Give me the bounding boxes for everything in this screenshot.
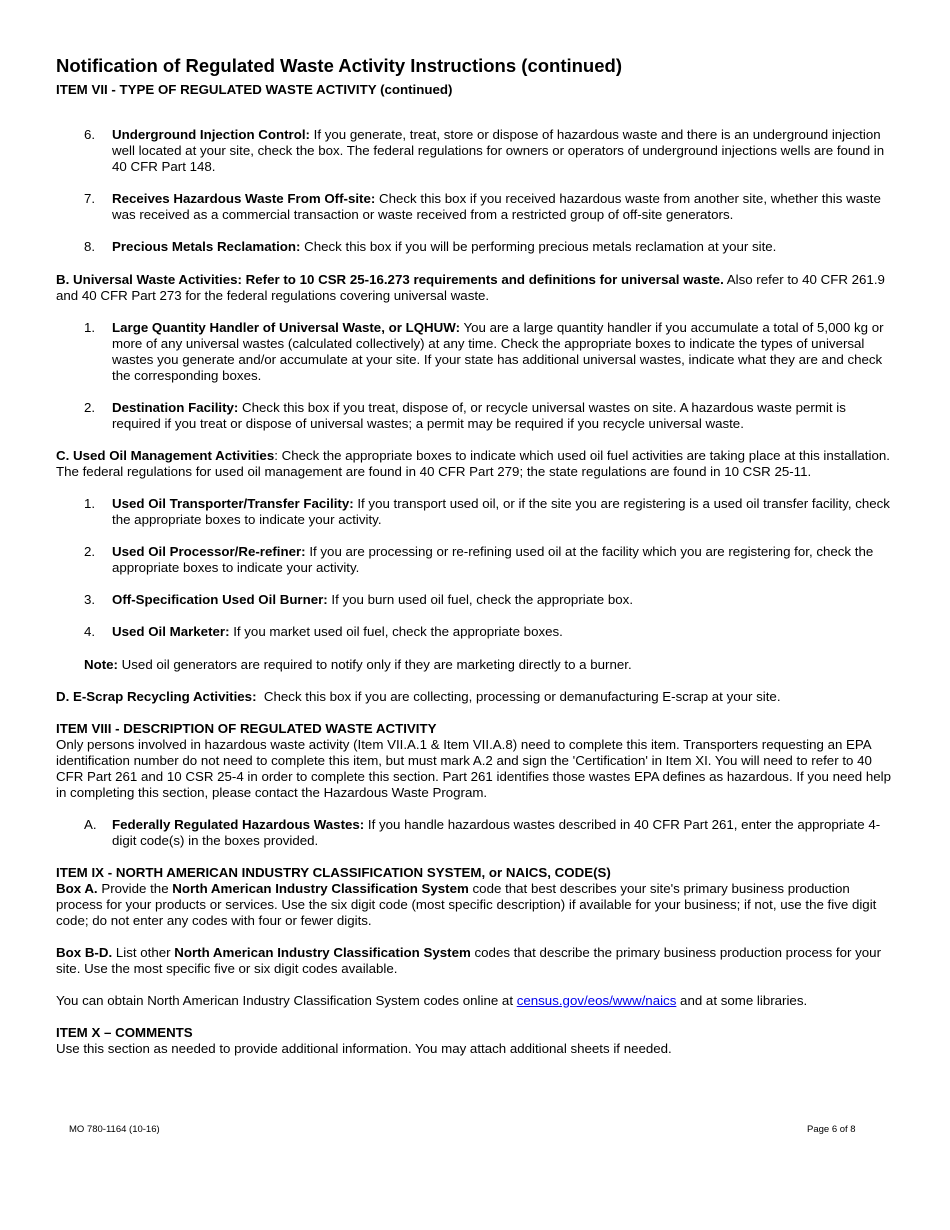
item8-heading-text: ITEM VIII - DESCRIPTION OF REGULATED WASTE ACTIVITY: [56, 721, 437, 736]
item-text: If you are processing or re-refining used oil at the facility which you are registering for, check the appropriate boxes to indicate your activity.: [112, 544, 874, 575]
section-c-heading: C. Used Oil Management Activities: [56, 448, 275, 463]
item-text: If you handle hazardous wastes described in 40 CFR Part 261, enter the appropriate 4-digit code(s) in the boxes provided.: [112, 817, 881, 848]
list-item: [56, 239, 896, 255]
item7-heading: ITEM VII - TYPE OF REGULATED WASTE ACTIVITY (continued): [56, 82, 453, 97]
item-term: Off-Specification Used Oil Burner:: [112, 592, 328, 607]
list-item: [56, 496, 896, 528]
item-number: 1.: [84, 320, 96, 335]
item9-box-bd: [56, 945, 896, 977]
list-item: [56, 817, 896, 849]
section-b-list: [56, 320, 896, 432]
item-text: You are a large quantity handler if you accumulate a total of 5,000 kg or more of any universal wastes (calculated collectively) at any time. Check the appropriate boxes to indicate the types of universal wastes you generate and/or accumulate at your site. If your state has additional universal wastes, indicate what they are and check the corresponding boxes.: [112, 320, 884, 383]
note-text: Used oil generators are required to notify only if they are marketing directly to a burner.: [117, 657, 632, 672]
item-number: 6.: [84, 127, 96, 142]
list-item: [56, 592, 896, 608]
section-a-list: [56, 127, 896, 255]
section-d-heading: D. E-Scrap Recycling Activities:: [56, 689, 257, 704]
box-bd-text-2: codes that describe the primary business production process for your site. Use the most specific five or six digit codes available.: [56, 945, 882, 976]
item9-heading: [56, 865, 896, 881]
item-number: 3.: [84, 592, 96, 607]
obtain-text-2: and at some libraries.: [676, 993, 808, 1008]
list-item: [56, 320, 896, 384]
item-text: If you burn used oil fuel, check the appropriate box.: [327, 592, 634, 607]
list-item: [56, 624, 896, 640]
naics-link[interactable]: census.gov/eos/www/naics: [516, 993, 677, 1008]
item8-list: [56, 817, 896, 849]
note-label: Note:: [84, 657, 118, 672]
item-text: Check this box if you received hazardous waste from another site, whether this waste was received as a commercial transaction or waste received from a restricted group of off-site generators.: [112, 191, 881, 222]
item-text: Check this box if you will be performing precious metals reclamation at your site.: [300, 239, 777, 254]
naics-term: North American Industry Classification System: [172, 881, 469, 896]
item-term: Receives Hazardous Waste From Off-site:: [112, 191, 376, 206]
list-item: [56, 400, 896, 432]
section-d: [56, 689, 896, 705]
item9-obtain: [56, 993, 896, 1009]
box-a-text-2: code that best describes your site's primary business production process for your products or services. Use the six digit code (most specific description) if available for your business; if not, use the five digit code; do not enter any codes with four or fewer digits.: [56, 881, 877, 928]
item-number: 1.: [84, 496, 96, 511]
item-term: Destination Facility:: [112, 400, 239, 415]
document-page: [56, 55, 896, 1057]
section-d-text: Check this box if you are collecting, processing or demanufacturing E-scrap at your site.: [256, 689, 781, 704]
obtain-text-1: You can obtain North American Industry Classification System codes online at: [56, 993, 517, 1008]
section-c-text: : Check the appropriate boxes to indicate which used oil fuel activities are taking place at this installation. The federal regulations for used oil management are found in 40 CFR Part 279; the state regulations are found in 10 CSR 25-11.: [56, 448, 890, 479]
item10-heading-text: ITEM X – COMMENTS: [56, 1025, 193, 1040]
box-a-label: Box A.: [56, 881, 98, 896]
item-number: 8.: [84, 239, 96, 254]
item10-text: Use this section as needed to provide additional information. You may attach additional sheets if needed.: [56, 1041, 672, 1056]
list-item: [56, 127, 896, 175]
form-number: MO 780-1164 (10-16): [69, 1124, 160, 1135]
naics-term: North American Industry Classification System: [174, 945, 471, 960]
item-text: If you market used oil fuel, check the appropriate boxes.: [229, 624, 563, 639]
list-item: [56, 191, 896, 223]
item-number: 4.: [84, 624, 96, 639]
page-title: Notification of Regulated Waste Activity Instructions (continued): [56, 55, 622, 76]
item-text: Check this box if you treat, dispose of, or recycle universal wastes on site. A hazardous waste permit is required if you treat or dispose of universal wastes; a permit may be required if you recycle universal waste.: [112, 400, 846, 431]
used-oil-note: [56, 657, 896, 673]
item-term: Used Oil Marketer:: [112, 624, 230, 639]
item8-text: Only persons involved in hazardous waste activity (Item VII.A.1 & Item VII.A.8) need to complete this item. Transporters requesting an EPA identification number do not need to complete this item, but must mark A.2 and sign the 'Certification' in Item XI. You will need to refer to 40 CFR Part 261 and 10 CSR 25-4 in order to complete this section. Part 261 identifies those wastes EPA defines as hazardous. If you need help in completing this section, please contact the Hazardous Waste Program.: [56, 737, 891, 800]
item-text: If you generate, treat, store or dispose of hazardous waste and there is an underground injection well located at your site, check the box. The federal regulations for owners or operators of underground injections wells are found in 40 CFR Part 148.: [112, 127, 885, 174]
item-term: Used Oil Processor/Re-refiner:: [112, 544, 306, 559]
box-bd-label: Box B-D.: [56, 945, 113, 960]
item-number: 2.: [84, 400, 96, 415]
item9-box-a: [56, 881, 896, 929]
box-a-text-1: Provide the: [97, 881, 173, 896]
item-term: Used Oil Transporter/Transfer Facility:: [112, 496, 354, 511]
section-c-intro: [56, 448, 896, 480]
item-term: Large Quantity Handler of Universal Waste, or LQHUW:: [112, 320, 460, 335]
item-term: Federally Regulated Hazardous Wastes:: [112, 817, 365, 832]
section-b-intro: [56, 272, 896, 304]
item-number: A.: [84, 817, 97, 832]
item-number: 7.: [84, 191, 96, 206]
list-item: [56, 544, 896, 576]
item-number: 2.: [84, 544, 96, 559]
item-text: If you transport used oil, or if the site you are registering is a used oil transfer facility, check the appropriate boxes to indicate your activity.: [112, 496, 890, 527]
section-b-text: Also refer to 40 CFR 261.9 and 40 CFR Part 273 for the federal regulations covering universal waste.: [56, 272, 885, 303]
item10-heading: [56, 1025, 896, 1041]
page-number: Page 6 of 8: [807, 1124, 856, 1135]
item-term: Precious Metals Reclamation:: [112, 239, 301, 254]
section-c-list: [56, 496, 896, 640]
item-term: Underground Injection Control:: [112, 127, 310, 142]
section-b-heading: B. Universal Waste Activities: Refer to 10 CSR 25-16.273 requirements and definitions for universal waste.: [56, 272, 724, 287]
item9-heading-text: ITEM IX - NORTH AMERICAN INDUSTRY CLASSIFICATION SYSTEM, or NAICS, CODE(S): [56, 865, 611, 880]
item8-heading: [56, 721, 896, 737]
box-bd-text-1: List other: [112, 945, 175, 960]
